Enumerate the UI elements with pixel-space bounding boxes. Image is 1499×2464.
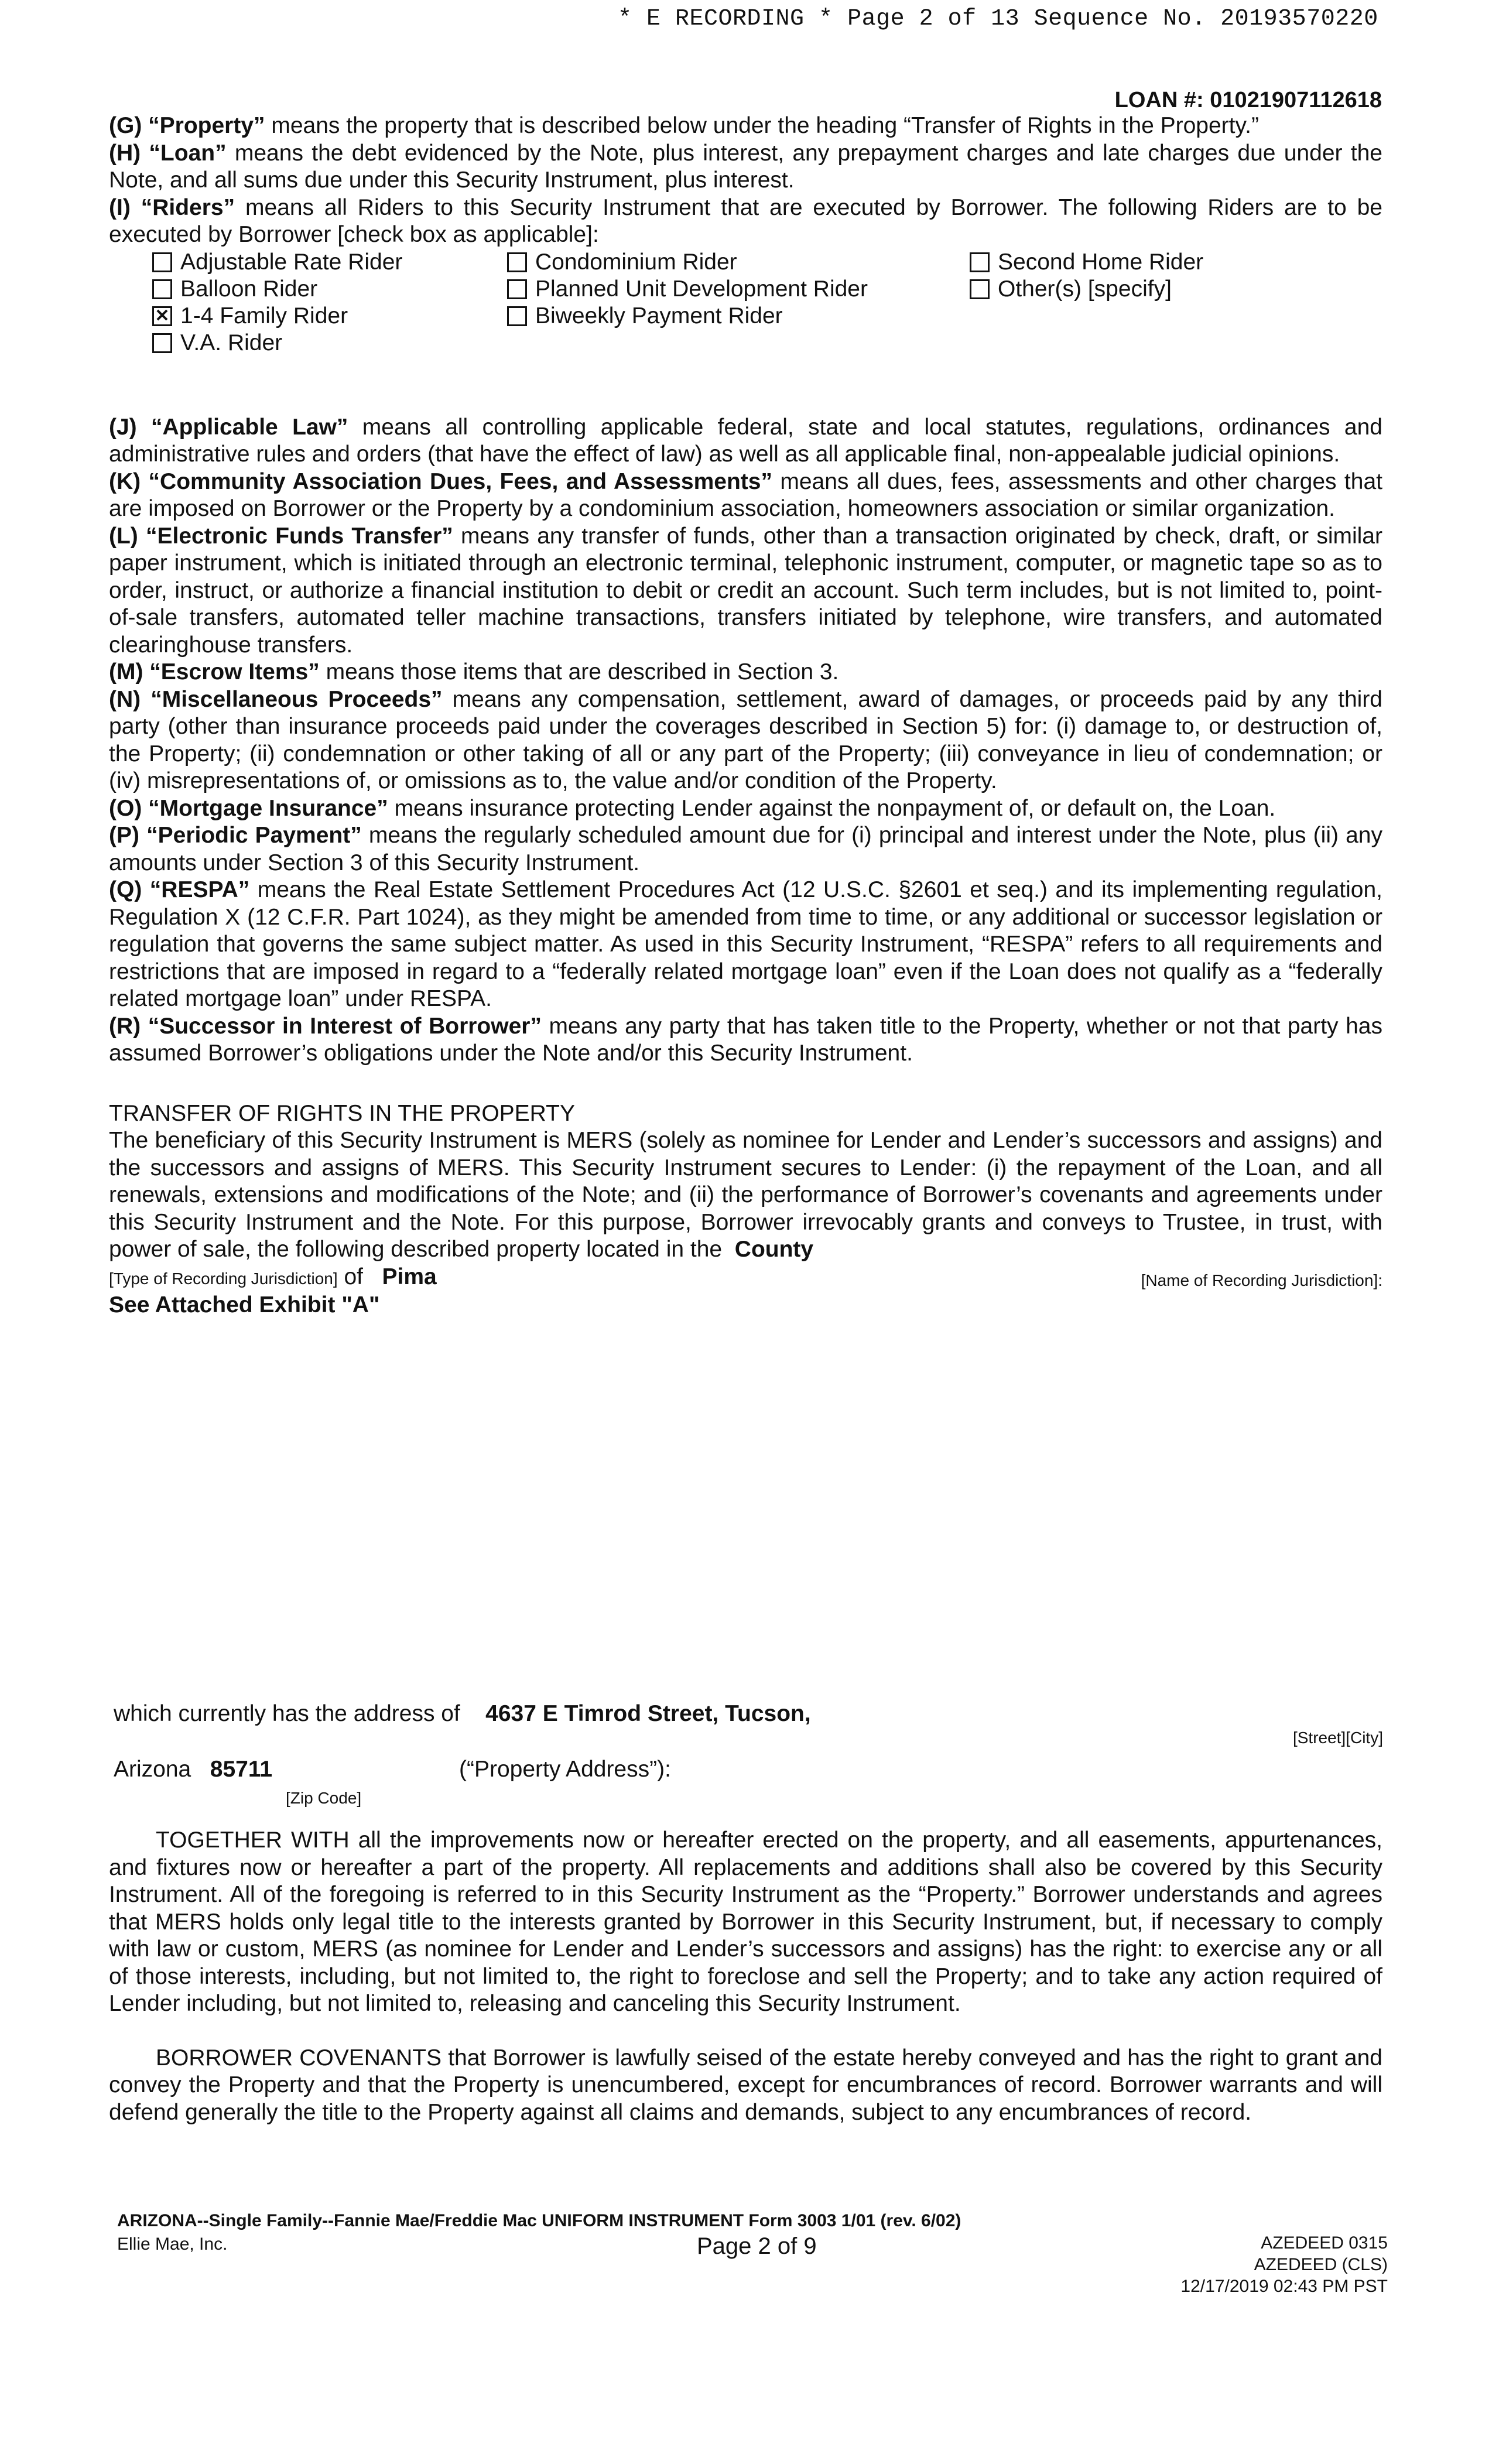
- definition-paragraph: [109, 523, 1382, 659]
- definition-text: means the property that is described below under the heading “Transfer of Rights in the Property.”: [265, 113, 1259, 138]
- jurisdiction-line: [109, 1264, 1382, 1292]
- rider-balloon[interactable]: Balloon Rider: [152, 276, 317, 303]
- definition-term: (G) “Property”: [109, 113, 265, 138]
- state-zip-line: [114, 1757, 1387, 1782]
- definition-term: (Q) “RESPA”: [109, 877, 250, 902]
- definition-text: means the Real Estate Settlement Procedures Act (12 U.S.C. §2601 et seq.) and its implementing regulation, Regulation X (12 C.F.R. Part 1024), as they might be amended from time to time, or any additional or successor legislation or regulation that governs the same subject matter. As used in this Security Instrument, “RESPA” refers to all requirements and restrictions that are imposed in regard to a “federally related mortgage loan” even if the Loan does not qualify as a “federally related mortgage loan” under RESPA.: [109, 877, 1382, 1011]
- definition-term: (L) “Electronic Funds Transfer”: [109, 523, 453, 549]
- checkbox[interactable]: [970, 279, 990, 299]
- recording-header: * E RECORDING * Page 2 of 13 Sequence No. 20193570220: [618, 6, 1378, 32]
- definition-text: means all Riders to this Security Instrument that are executed by Borrower. The following Riders are to be executed by Borrower [check box as applicable]:: [109, 194, 1383, 247]
- checkbox[interactable]: [507, 252, 527, 272]
- page-footer: [117, 2211, 1388, 2296]
- definition-text: means any party that has taken title to the Property, whether or not that party has assumed Borrower’s obligations under the Note and/or this Security Instrument.: [109, 1013, 1382, 1066]
- definition-paragraph: [109, 112, 1382, 140]
- definition-text: means insurance protecting Lender against the nonpayment of, or default on, the Loan.: [388, 795, 1276, 821]
- exhibit-reference: See Attached Exhibit "A": [109, 1292, 380, 1317]
- definition-term: (O) “Mortgage Insurance”: [109, 795, 388, 821]
- address-prefix: which currently has the address of: [114, 1701, 460, 1726]
- street-city: 4637 E Timrod Street, Tucson,: [485, 1701, 811, 1726]
- rider-va[interactable]: V.A. Rider: [152, 330, 282, 357]
- page-number: Page 2 of 9: [697, 2233, 817, 2259]
- definition-paragraph: [109, 194, 1382, 249]
- checkbox[interactable]: [152, 252, 172, 272]
- checkbox[interactable]: [970, 252, 990, 272]
- of-text: of: [344, 1264, 364, 1289]
- definition-term: (K) “Community Association Dues, Fees, and Assessments”: [109, 468, 772, 494]
- definition-paragraph: [109, 468, 1382, 523]
- rider-adjustable-rate[interactable]: Adjustable Rate Rider: [152, 249, 402, 276]
- form-code-1: AZEDEED 0315: [1261, 2233, 1388, 2253]
- definition-text: means the debt evidenced by the Note, plus interest, any prepayment charges and late charges due under the Note, and all sums due under this Security Instrument, plus interest.: [109, 140, 1382, 193]
- property-address-label: (“Property Address”):: [459, 1757, 671, 1782]
- definition-paragraph: [109, 659, 1382, 686]
- definition-text: means all dues, fees, assessments and other charges that are imposed on Borrower or the Property by a condominium association, homeowners association or similar organization.: [109, 468, 1382, 521]
- definitions-top: [109, 112, 1382, 249]
- rider-second-home[interactable]: Second Home Rider: [970, 249, 1203, 276]
- together-with-paragraph: TOGETHER WITH all the improvements now or hereafter erected on the property, and all easements, appurtenances, and fixtures now or hereafter a part of the property. All replacements and additions shall also be covered by this Security Instrument. All of the foregoing is referred to in this Security Instrument as the “Property.” Borrower understands and agrees that MERS holds only legal title to the interests granted by Borrower in this Security Instrument, but, if necessary to comply with law or custom, MERS (as nominee for Lender and Lender’s successors and assigns) has the right: to exercise any or all of those interests, including, but not limited to, the right to foreclose and sell the Property; and to take any action required of Lender including, but not limited to, releasing and canceling this Security Instrument.: [109, 1828, 1382, 2016]
- form-identifier: ARIZONA--Single Family--Fannie Mae/Freddie Mac UNIFORM INSTRUMENT Form 3003 1/01 (rev. 6/02): [117, 2211, 961, 2230]
- rider-condominium[interactable]: Condominium Rider: [507, 249, 737, 276]
- borrower-covenants-paragraph: BORROWER COVENANTS that Borrower is lawfully seised of the estate hereby conveyed and has the right to grant and convey the Property and that the Property is unencumbered, except for encumbrances of record. Borrower warrants and will defend generally the title to the Property against all claims and demands, subject to any encumbrances of record.: [109, 2045, 1382, 2125]
- definition-text: means any transfer of funds, other than a transaction originated by check, draft, or similar paper instrument, which is initiated through an electronic terminal, telephonic instrument, computer, or magnetic tape so as to order, instruct, or authorize a financial institution to debit or credit an account. Such term includes, but is not limited to, point-of-sale transfers, automated teller machine transactions, transfers initiated by telephone, wire transfers, and automated clearinghouse transfers.: [109, 523, 1382, 658]
- definition-text: means those items that are described in Section 3.: [319, 659, 839, 685]
- definition-term: (J) “Applicable Law”: [109, 414, 348, 440]
- name-label: [Name of Recording Jurisdiction]:: [1141, 1271, 1382, 1289]
- checkbox[interactable]: [507, 279, 527, 299]
- definition-paragraph: [109, 414, 1382, 468]
- print-timestamp: 12/17/2019 02:43 PM PST: [1180, 2277, 1388, 2296]
- document-body: [109, 112, 1382, 1319]
- transfer-heading: TRANSFER OF RIGHTS IN THE PROPERTY: [109, 1100, 575, 1126]
- definition-paragraph: [109, 1013, 1382, 1067]
- street-city-label: [Street][City]: [1292, 1729, 1383, 1747]
- state: Arizona: [114, 1757, 191, 1782]
- definition-term: (R) “Successor in Interest of Borrower”: [109, 1013, 542, 1039]
- checkbox[interactable]: [152, 333, 172, 353]
- form-code-2: AZEDEED (CLS): [1254, 2255, 1388, 2274]
- company-name: Ellie Mae, Inc.: [117, 2234, 228, 2254]
- definition-paragraph: [109, 795, 1382, 823]
- rider-1-4-family[interactable]: ✕ 1-4 Family Rider: [152, 303, 348, 330]
- type-label: [Type of Recording Jurisdiction]: [109, 1269, 338, 1288]
- form-codes: [1180, 2232, 1388, 2297]
- definition-text: means the regularly scheduled amount due for (i) principal and interest under the Note, plus (ii) any amounts under Section 3 of this Security Instrument.: [109, 823, 1382, 875]
- zip-code: 85711: [210, 1757, 273, 1782]
- definition-text: means all controlling applicable federal, state and local statutes, regulations, ordinances and administrative rules and orders (that have the effect of law) as well as all applicable final, non-appealable judicial opinions.: [109, 414, 1382, 467]
- definition-term: (N) “Miscellaneous Proceeds”: [109, 686, 443, 712]
- loan-number: LOAN #: 01021907112618: [1114, 88, 1382, 112]
- rider-biweekly[interactable]: Biweekly Payment Rider: [507, 303, 783, 330]
- checkbox[interactable]: [152, 279, 172, 299]
- checkbox[interactable]: [507, 306, 527, 326]
- address-line: [114, 1701, 1387, 1727]
- definition-paragraph: [109, 140, 1382, 194]
- rider-other[interactable]: Other(s) [specify]: [970, 276, 1172, 303]
- definition-paragraph: [109, 822, 1382, 877]
- zip-label: [Zip Code]: [286, 1789, 362, 1807]
- definition-term: (H) “Loan”: [109, 140, 227, 166]
- rider-planned-unit[interactable]: Planned Unit Development Rider: [507, 276, 868, 303]
- definition-term: (I) “Riders”: [109, 194, 235, 220]
- riders-checklist: [109, 249, 1382, 358]
- definition-term: (M) “Escrow Items”: [109, 659, 320, 685]
- transfer-body: The beneficiary of this Security Instrument is MERS (solely as nominee for Lender and Lender’s successors and assigns) and the successors and assigns of MERS. This Security Instrument secures to Lender: (i) the repayment of the Loan, and all renewals, extensions and modifications of the Note; and (ii) the performance of Borrower’s covenants and agreements under this Security Instrument and the Note. For this purpose, Borrower irrevocably grants and conveys to Trustee, in trust, with power of sale, the following described property located in the County: [109, 1128, 1382, 1262]
- jurisdiction-type: County: [734, 1237, 814, 1262]
- county-name: Pima: [382, 1264, 437, 1289]
- closing-paragraphs: [109, 1827, 1382, 2126]
- definition-paragraph: [109, 877, 1382, 1013]
- checkbox-checked[interactable]: ✕: [152, 306, 172, 326]
- definition-text: means any compensation, settlement, award of damages, or proceeds paid by any third party (other than insurance proceeds paid under the coverages described in Section 5) for: (i) damage to, or destruction of, the Property; (ii) condemnation or other taking of all or any part of the Property; (iii) conveyance in lieu of condemnation; or (iv) misrepresentations of, or omissions as to, the value and/or condition of the Property.: [109, 686, 1382, 793]
- definition-term: (P) “Periodic Payment”: [109, 823, 362, 848]
- definition-paragraph: [109, 686, 1382, 795]
- definitions-bottom: [109, 414, 1382, 1067]
